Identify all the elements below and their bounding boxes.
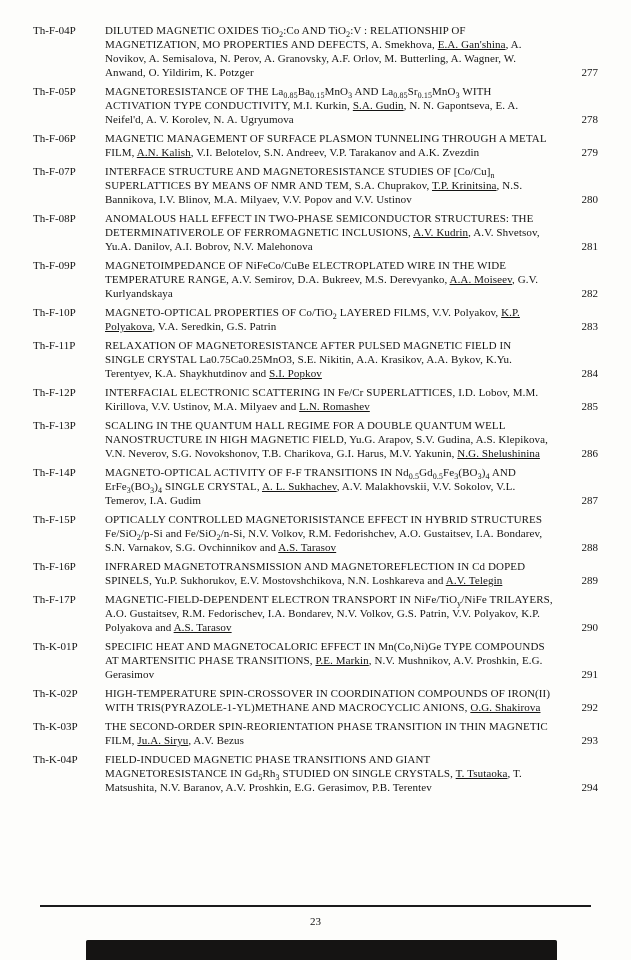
entry-page-number: 282 bbox=[581, 288, 598, 300]
entry-text: LAYERED FILMS, V.V. Polyakov, bbox=[336, 307, 502, 319]
entry-title-authors bbox=[105, 419, 553, 461]
entry-title-authors bbox=[105, 132, 553, 160]
entry-page-number: 287 bbox=[581, 495, 598, 507]
toc-entry bbox=[33, 720, 598, 748]
entry-title-authors bbox=[105, 259, 553, 301]
entry-page-number: 291 bbox=[581, 669, 598, 681]
toc-entry bbox=[33, 466, 598, 508]
entry-text: , N.V. Mushnikov, A.V. Proshkin, E.G. Gerasimov bbox=[105, 655, 543, 681]
presenting-author: A.V. Kudrin bbox=[413, 227, 469, 239]
presenting-author: T. Tsutaoka bbox=[455, 768, 508, 780]
subscript-text: 0.85 bbox=[283, 91, 298, 101]
entry-title-authors bbox=[105, 513, 553, 555]
toc-entry bbox=[33, 687, 598, 715]
subscript-text: 2 bbox=[136, 533, 141, 543]
toc-entry bbox=[33, 640, 598, 682]
entry-page-number: 284 bbox=[581, 368, 598, 380]
entry-page-number: 292 bbox=[581, 702, 598, 714]
entry-text: , A.V. Bezus bbox=[188, 735, 245, 747]
entry-text: , N. N. Gapontseva, E. A. Neifel'd, A. V. Korolev, N. A. Ugryumova bbox=[105, 100, 519, 126]
entry-text: , V.A. Seredkin, G.S. Patrin bbox=[152, 321, 277, 333]
entry-text: FIELD-INDUCED MAGNETIC PHASE TRANSITIONS AND GIANT MAGNETORESISTANCE IN Gd bbox=[105, 754, 431, 780]
presenting-author: A.N. Kalish bbox=[136, 147, 191, 159]
session-code: Th-F-09P bbox=[33, 260, 76, 272]
subscript-text: 0.85 bbox=[393, 91, 408, 101]
toc-entry bbox=[33, 259, 598, 301]
entry-page-number: 290 bbox=[581, 622, 598, 634]
entry-text: Ba bbox=[297, 86, 311, 98]
session-code: Th-F-11P bbox=[33, 340, 76, 352]
presenting-author: S.A. Gudin bbox=[352, 100, 404, 112]
toc-entry bbox=[33, 753, 598, 795]
entry-text: ) bbox=[154, 481, 159, 493]
session-code: Th-F-10P bbox=[33, 307, 76, 319]
entry-text: ANOMALOUS HALL EFFECT IN TWO-PHASE SEMICONDUCTOR STRUCTURES: THE DETERMINATIVEROLE OF FERROMAGNETIC INCLUSIONS, bbox=[105, 213, 534, 239]
entry-title-authors bbox=[105, 753, 553, 795]
presenting-author: A.S. Tarasov bbox=[278, 542, 337, 554]
session-code: Th-F-06P bbox=[33, 133, 76, 145]
entry-title-authors bbox=[105, 593, 553, 635]
scan-edge-artifact bbox=[86, 940, 557, 960]
entry-page-number: 279 bbox=[581, 147, 598, 159]
entry-text: , V.I. Belotelov, S.N. Andreev, V.P. Tarakanov and A.K. Zvezdin bbox=[190, 147, 480, 159]
entry-text: MAGNETOIMPEDANCE OF NiFeCo/CuBe ELECTROPLATED WIRE IN THE WIDE TEMPERATURE RANGE, A.V. Semirov, D.A. Bukreev, M.S. Derevyanko, bbox=[105, 260, 507, 286]
subscript-text: 4 bbox=[485, 472, 490, 482]
subscript-text: 3 bbox=[348, 91, 353, 101]
session-code: Th-F-14P bbox=[33, 467, 76, 479]
subscript-text: 3 bbox=[126, 486, 131, 496]
entry-text: MAGNETORESISTANCE OF THE La bbox=[105, 86, 284, 98]
subscript-text: 2 bbox=[279, 30, 284, 40]
toc-entry bbox=[33, 560, 598, 588]
subscript-text: 0.5 bbox=[408, 472, 420, 482]
entry-title-authors bbox=[105, 687, 553, 715]
subscript-text: y bbox=[457, 599, 462, 609]
entry-page-number: 289 bbox=[581, 575, 598, 587]
toc-entry bbox=[33, 513, 598, 555]
entry-title-authors bbox=[105, 466, 553, 508]
entry-page-number: 285 bbox=[581, 401, 598, 413]
entry-text: WITH ACTIVATION TYPE CONDUCTIVITY, M.I. Kurkin, bbox=[105, 86, 492, 112]
entry-title-authors bbox=[105, 560, 553, 588]
entry-text: INFRARED MAGNETOTRANSMISSION AND MAGNETOREFLECTION IN Cd DOPED SPINELS, Yu.P. Sukhorukov, E.V. Mostovshchikova, N.N. Loshkareva and bbox=[105, 561, 526, 587]
entry-title-authors bbox=[105, 386, 553, 414]
entry-text: Rh bbox=[262, 768, 276, 780]
toc-list bbox=[33, 24, 598, 800]
session-code: Th-K-04P bbox=[33, 754, 78, 766]
subscript-text: 5 bbox=[258, 773, 263, 783]
entry-text: Fe bbox=[443, 467, 455, 479]
entry-text: ) bbox=[481, 467, 486, 479]
subscript-text: n bbox=[490, 171, 495, 181]
entry-page-number: 280 bbox=[581, 194, 598, 206]
session-code: Th-F-05P bbox=[33, 86, 76, 98]
subscript-text: 2 bbox=[332, 312, 337, 322]
entry-text: HIGH-TEMPERATURE SPIN-CROSSOVER IN COORDINATION COMPOUNDS OF IRON(II) WITH TRIS(PYRAZOLE-1-YL)METHANE AND MACROCYCLIC ANIONS, bbox=[105, 688, 551, 714]
entry-text: /n-Si, N.V. Volkov, R.M. Fedorishchev, A.O. Gustaitsev, I.A. Bondarev, S.N. Varnakov, S.G. Ovchinnikov and bbox=[105, 528, 543, 554]
entry-page-number: 278 bbox=[581, 114, 598, 126]
entry-text: /p-Si and Fe/SiO bbox=[140, 528, 217, 540]
toc-entry bbox=[33, 419, 598, 461]
subscript-text: 3 bbox=[150, 486, 155, 496]
session-code: Th-K-01P bbox=[33, 641, 78, 653]
presenting-author: A.S. Tarasov bbox=[173, 622, 232, 634]
entry-page-number: 283 bbox=[581, 321, 598, 333]
entry-page-number: 288 bbox=[581, 542, 598, 554]
entry-text: OPTICALLY CONTROLLED MAGNETORISISTANCE EFFECT IN HYBRID STRUCTURES Fe/SiO bbox=[105, 514, 543, 540]
footer-rule bbox=[40, 905, 591, 907]
toc-entry bbox=[33, 386, 598, 414]
entry-page-number: 281 bbox=[581, 241, 598, 253]
entry-page-number: 294 bbox=[581, 782, 598, 794]
entry-text: , T. Matsushita, N.V. Baranov, A.V. Proshkin, E.G. Gerasimov, P.B. Terentev bbox=[105, 768, 522, 794]
session-code: Th-K-02P bbox=[33, 688, 78, 700]
presenting-author: A. L. Sukhachev bbox=[261, 481, 337, 493]
presenting-author: K.P. Polyakova bbox=[105, 307, 520, 333]
presenting-author: P.E. Markin bbox=[315, 655, 369, 667]
session-code: Th-K-03P bbox=[33, 721, 78, 733]
entry-title-authors bbox=[105, 24, 553, 80]
session-code: Th-F-17P bbox=[33, 594, 76, 606]
entry-text: INTERFACIAL ELECTRONIC SCATTERING IN Fe/Cr SUPERLATTICES, I.D. Lobov, M.M. Kirillova, V.V. Ustinov, M.A. Milyaev and bbox=[105, 387, 539, 413]
entry-text: SINGLE CRYSTAL, bbox=[162, 481, 262, 493]
entry-title-authors bbox=[105, 212, 553, 254]
toc-entry bbox=[33, 306, 598, 334]
entry-text: MnO bbox=[432, 86, 456, 98]
entry-page-number: 286 bbox=[581, 448, 598, 460]
presenting-author: E.A. Gan'shina bbox=[437, 39, 506, 51]
entry-text: INTERFACE STRUCTURE AND MAGNETORESISTANCE STUDIES OF [Co/Cu] bbox=[105, 166, 491, 178]
entry-text: MAGNETO-OPTICAL PROPERTIES OF Co/TiO bbox=[105, 307, 333, 319]
entry-text: THE SECOND-ORDER SPIN-REORIENTATION PHASE TRANSITION IN THIN MAGNETIC FILM, bbox=[105, 721, 548, 747]
toc-entry bbox=[33, 165, 598, 207]
toc-entry bbox=[33, 85, 598, 127]
presenting-author: A.V. Telegin bbox=[445, 575, 503, 587]
session-code: Th-F-07P bbox=[33, 166, 76, 178]
entry-text: (BO bbox=[130, 481, 151, 493]
session-code: Th-F-16P bbox=[33, 561, 76, 573]
subscript-text: 0.5 bbox=[432, 472, 444, 482]
entry-page-number: 293 bbox=[581, 735, 598, 747]
entry-text: , A. Novikov, A. Semisalova, N. Perov, A. Granovsky, A.F. Orlov, M. Butterling, A. Wagner, W. Anwand, O. Yildirim, K. Potzger bbox=[105, 39, 522, 79]
subscript-text: 3 bbox=[275, 773, 280, 783]
presenting-author: O.G. Shakirova bbox=[470, 702, 541, 714]
presenting-author: L.N. Romashev bbox=[299, 401, 370, 413]
entry-text: SUPERLATTICES BY MEANS OF NMR AND TEM, S.A. Chuprakov, bbox=[105, 180, 432, 192]
subscript-text: 4 bbox=[158, 486, 163, 496]
subscript-text: 0.15 bbox=[417, 91, 433, 101]
toc-entry bbox=[33, 593, 598, 635]
subscript-text: 3 bbox=[454, 472, 459, 482]
entry-title-authors bbox=[105, 85, 553, 127]
entry-text: MAGNETIC-FIELD-DEPENDENT ELECTRON TRANSPORT IN NiFe/TiO bbox=[105, 594, 458, 606]
subscript-text: 2 bbox=[216, 533, 221, 543]
entry-text: SPECIFIC HEAT AND MAGNETOCALORIC EFFECT IN Mn(Co,Ni)Ge TYPE COMPOUNDS AT MARTENSITIC PHASE TRANSITIONS, bbox=[105, 641, 545, 667]
entry-text: /NiFe TRILAYERS, A.O. Gustaitsev, R.M. Fedorischev, I.A. Bondarev, N.V. Volkov, G.S. Patrin, V.V. Polyakov, K.P. Polyakova and bbox=[105, 594, 553, 634]
presenting-author: S.I. Popkov bbox=[269, 368, 322, 380]
presenting-author: A.A. Moiseev bbox=[449, 274, 513, 286]
entry-page-number: 277 bbox=[581, 67, 598, 79]
entry-text: , G.V. Kurlyandskaya bbox=[105, 274, 539, 300]
entry-text: Gd bbox=[419, 467, 433, 479]
subscript-text: 3 bbox=[455, 91, 460, 101]
subscript-text: 0.15 bbox=[310, 91, 325, 101]
toc-entry bbox=[33, 339, 598, 381]
entry-text: MAGNETIC MANAGEMENT OF SURFACE PLASMON TUNNELING THROUGH A METAL FILM, bbox=[105, 133, 547, 159]
session-code: Th-F-15P bbox=[33, 514, 76, 526]
entry-title-authors bbox=[105, 339, 553, 381]
entry-title-authors bbox=[105, 640, 553, 682]
entry-text: , N.S. Bannikova, I.V. Blinov, M.A. Milyaev, V.V. Popov and V.V. Ustinov bbox=[105, 180, 523, 206]
entry-title-authors bbox=[105, 165, 553, 207]
entry-text: Sr bbox=[407, 86, 418, 98]
entry-text: , A.V. Shvetsov, Yu.A. Danilov, A.I. Bobrov, N.V. Malehonova bbox=[105, 227, 540, 253]
entry-text: MnO bbox=[324, 86, 349, 98]
entry-text: , A.V. Malakhovskii, V.V. Sokolov, V.L. Temerov, I.A. Gudim bbox=[105, 481, 516, 507]
entry-text: RELAXATION OF MAGNETORESISTANCE AFTER PULSED MAGNETIC FIELD IN SINGLE CRYSTAL La0.75Ca0.25MnO3, S.E. Nikitin, A.A. Krasikov, A.A. Bykov, K.Yu. Terentyev, K.A. Shaykhutdinov and bbox=[105, 340, 512, 380]
entry-text: (BO bbox=[458, 467, 478, 479]
subscript-text: 3 bbox=[477, 472, 482, 482]
entry-text: DILUTED MAGNETIC OXIDES TiO bbox=[105, 25, 280, 37]
session-code: Th-F-13P bbox=[33, 420, 76, 432]
entry-text: :Co AND TiO bbox=[283, 25, 347, 37]
session-code: Th-F-08P bbox=[33, 213, 76, 225]
entry-text: AND La bbox=[352, 86, 394, 98]
page-number: 23 bbox=[310, 916, 321, 928]
entry-text: STUDIED ON SINGLE CRYSTALS, bbox=[279, 768, 456, 780]
entry-title-authors bbox=[105, 720, 553, 748]
toc-entry bbox=[33, 212, 598, 254]
presenting-author: T.P. Krinitsina bbox=[431, 180, 497, 192]
entry-title-authors bbox=[105, 306, 553, 334]
entry-text: AND ErFe bbox=[105, 467, 516, 493]
subscript-text: 2 bbox=[346, 30, 351, 40]
entry-text: MAGNETO-OPTICAL ACTIVITY OF F-F TRANSITIONS IN Nd bbox=[105, 467, 409, 479]
entry-text: :V : RELATIONSHIP OF MAGNETIZATION, MO PROPERTIES AND DEFECTS, A. Smekhova, bbox=[105, 25, 466, 51]
presenting-author: Ju.A. Siryu bbox=[137, 735, 189, 747]
session-code: Th-F-12P bbox=[33, 387, 76, 399]
session-code: Th-F-04P bbox=[33, 25, 76, 37]
presenting-author: N.G. Shelushinina bbox=[457, 448, 540, 460]
toc-entry bbox=[33, 132, 598, 160]
entry-text: SCALING IN THE QUANTUM HALL REGIME FOR A DOUBLE QUANTUM WELL NANOSTRUCTURE IN HIGH MAGNETIC FIELD, Yu.G. Arapov, S.V. Gudina, A.S. Klepikova, V.N. Neverov, S.G. Novokshonov, T.B. Charikova, G.I. Harus, M.V. Yakunin, bbox=[105, 420, 548, 460]
toc-entry bbox=[33, 24, 598, 80]
